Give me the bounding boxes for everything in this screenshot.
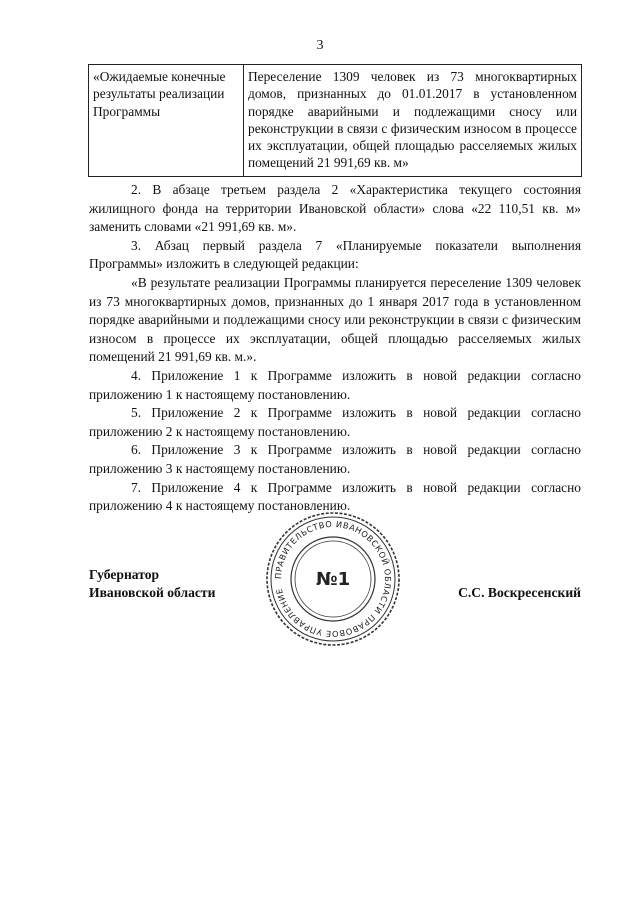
signer-title xyxy=(89,566,215,602)
paragraph-3-quote: «В результате реализации Программы планируется переселение 1309 человек из 73 многоквартирных домов, признанных до 1 января 2017 года в установленном порядке аварийными и подлежащими сносу или реконструкции в связи с физическим износом в процессе их эксплуатации, общей площадью расселяемых жилых помещений 21 991,69 кв. м.». xyxy=(89,274,581,365)
official-seal-stamp xyxy=(265,511,401,647)
signer-name: С.С. Воскресенский xyxy=(458,585,581,600)
table-value-cell: Переселение 1309 человек из 73 многоквартирных домов, признанных до 01.01.2017 в установленном порядке аварийными и подлежащими сносу или реконструкции в связи с физическим износом в процессе их эксплуатации, общей площадью расселяемых жилых помещений 21 991,69 кв. м» xyxy=(244,65,582,177)
signer-title-line1: Губернатор xyxy=(89,567,160,582)
paragraph-3: 3. Абзац первый раздела 7 «Планируемые показатели выполнения Программы» изложить в следующей редакции: xyxy=(89,237,581,272)
paragraph-5: 5. Приложение 2 к Программе изложить в новой редакции согласно приложению 2 к настоящему постановлению. xyxy=(89,405,581,439)
signer-title-line2: Ивановской области xyxy=(89,585,216,600)
paragraph-6: 6. Приложение 3 к Программе изложить в новой редакции согласно приложению 3 к настоящему постановлению. xyxy=(89,442,581,476)
paragraph-7: 7. Приложение 4 к Программе изложить в новой редакции согласно приложению 4 к настоящему постановлению. xyxy=(89,479,581,514)
table-row xyxy=(89,65,582,177)
table-label-cell: «Ожидаемые конечные результаты реализации Программы xyxy=(89,65,244,177)
paragraph-2: 2. В абзаце третьем раздела 2 «Характеристика текущего состояния жилищного фонда на территории Ивановской области» слова «22 110,51 кв. м» заменить словами «21 991,69 кв. м». xyxy=(89,182,581,235)
page-number: 3 xyxy=(316,38,324,53)
seal-ring-text: ПРАВИТЕЛЬСТВО ИВАНОВСКОЙ ОБЛАСТИ ПРАВОВОЕ УПРАВЛЕНИЕ xyxy=(272,518,394,640)
program-results-table xyxy=(88,64,582,177)
document-body xyxy=(89,181,581,516)
paragraph-4: 4. Приложение 1 к Программе изложить в новой редакции согласно приложению 1 к настоящему постановлению. xyxy=(89,367,581,402)
seal-number: №1 xyxy=(315,569,351,590)
